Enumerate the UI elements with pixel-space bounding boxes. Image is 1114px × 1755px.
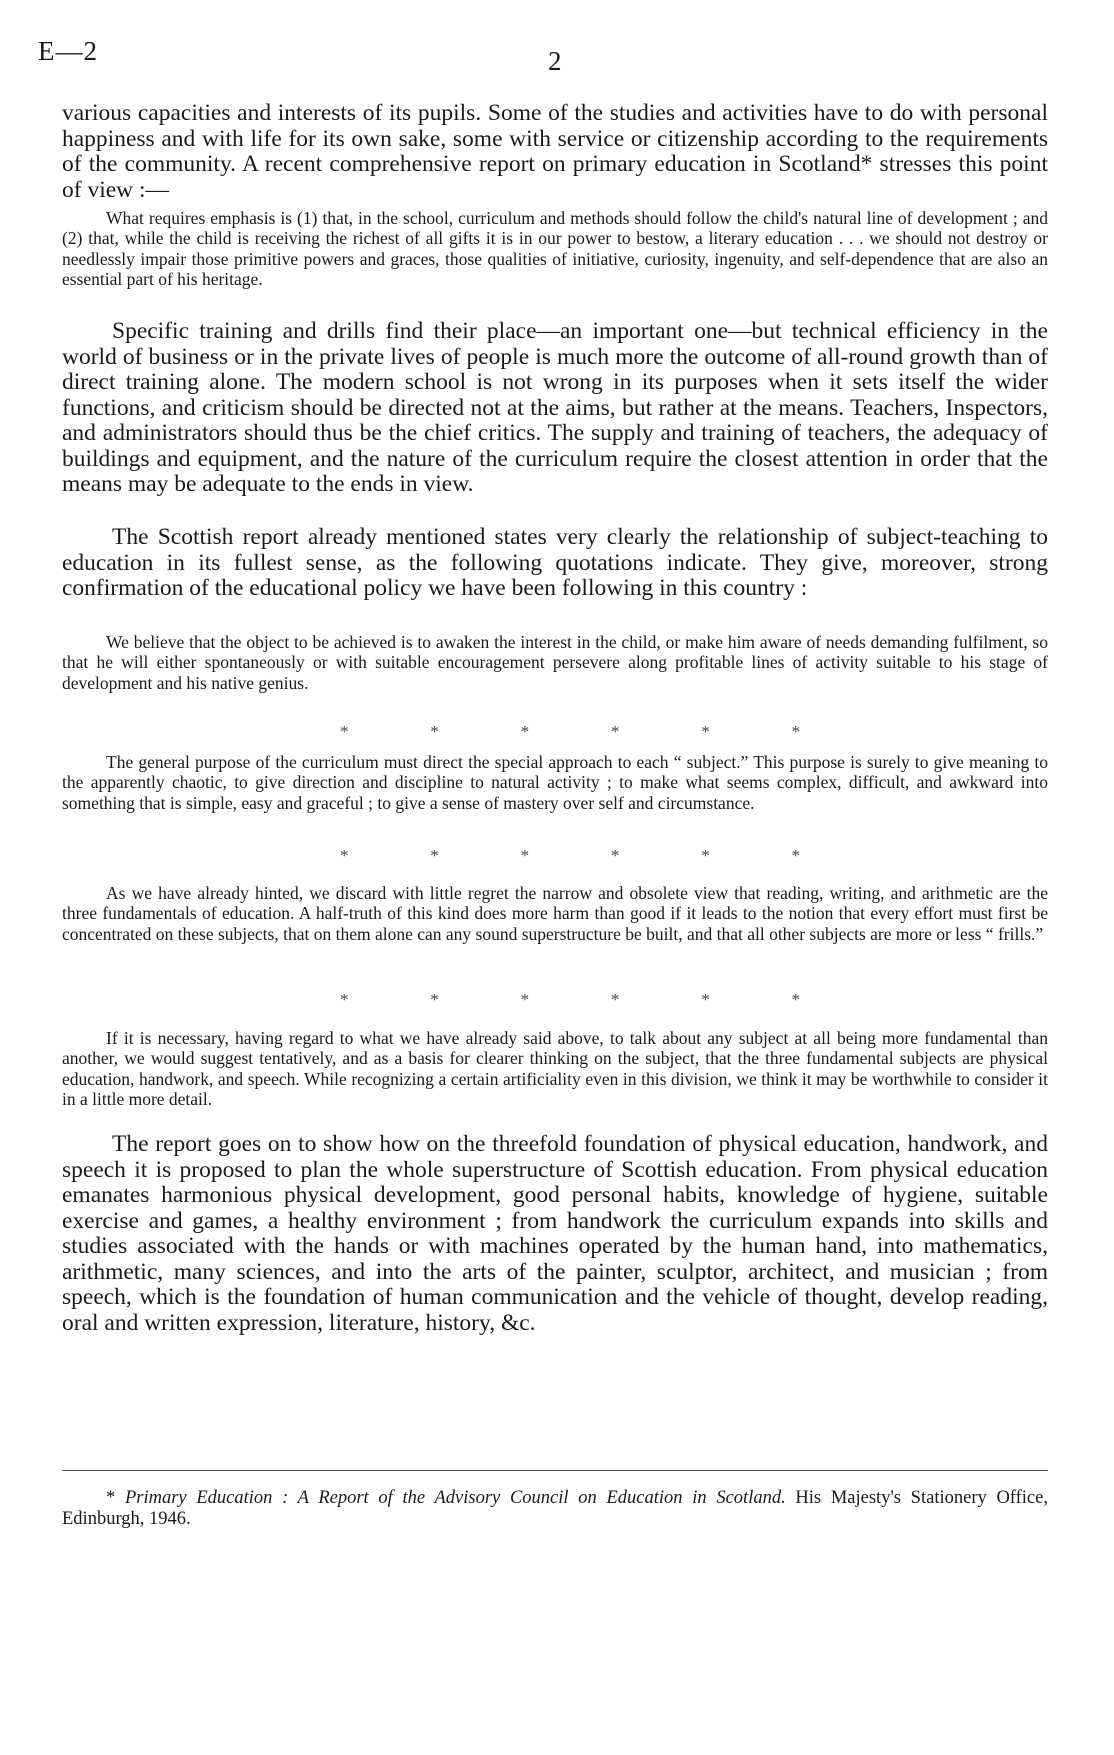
footnote-divider [62, 1470, 1048, 1471]
report-summary-paragraph [62, 1132, 1048, 1336]
specific-training-text: Specific training and drills find their place—an important one—but technical efficiency in the world of business or in the private lives of people is much more the outcome of all-round growth than of direct training alone. The modern school is not wrong in its purposes when it sets itself the wider functions, and criticism should be directed not at the aims, but rather at the means. Teachers, Inspectors, and administrators should thus be the chief critics. The supply and training of teachers, the adequacy of buildings and equipment, and the nature of the curriculum require the closest attention in order that the means may be adequate to the ends in view. [62, 318, 1048, 497]
separator-star: * [610, 846, 620, 865]
footnote-title: Primary Education : A Report of the Advisory Council on Education in Scotland. [124, 1488, 786, 1508]
footnote-marker: * [106, 1488, 116, 1508]
separator-star: * [610, 722, 620, 741]
separator-star: * [340, 722, 349, 741]
page-number: 2 [548, 46, 562, 76]
footnote [62, 1488, 1048, 1530]
separator-star: * [520, 846, 530, 865]
separator-star: * [791, 846, 800, 865]
quote-1-text: What requires emphasis is (1) that, in the school, curriculum and methods should follow the child's natural line of development ; and (2) that, while the child is receiving the richest of all gifts it is in our power to bestow, a literary education . . . we should not destroy or needlessly impair those primitive powers and graces, those qualities of initiative, curiosity, ingenuity, and self-dependence that are also an essential part of his heritage. [62, 208, 1048, 289]
intro-paragraph [62, 101, 1048, 203]
quote-block-1 [62, 208, 1048, 289]
separator-star: * [520, 990, 530, 1009]
quote-block-2 [62, 632, 1048, 693]
quote-block-5 [62, 1028, 1048, 1109]
separator-star: * [791, 990, 800, 1009]
separator-star: * [430, 846, 439, 865]
scottish-report-paragraph [62, 525, 1048, 602]
section-separator-3 [340, 990, 800, 1010]
separator-star: * [791, 722, 800, 741]
separator-star: * [701, 846, 710, 865]
quote-3-text: The general purpose of the curriculum must direct the special approach to each “ subject.” This purpose is surely to give meaning to the apparently chaotic, to give direction and discipline to natural activity ; to make what seems complex, difficult, and awkward into something that is simple, easy and graceful ; to give a sense of mastery over self and circumstance. [62, 752, 1048, 813]
separator-star: * [340, 846, 349, 865]
footnote-publisher: His Majesty's Stationery Office, Edinburgh, 1946. [62, 1488, 1048, 1529]
separator-star: * [701, 722, 710, 741]
section-separator-2 [340, 846, 800, 866]
specific-training-paragraph [62, 319, 1048, 498]
scottish-report-text: The Scottish report already mentioned states very clearly the relationship of subject-teaching to education in its fullest sense, as the following quotations indicate. They give, moreover, strong confirmation of the educational policy we have been following in this country : [62, 524, 1048, 601]
quote-4-text: As we have already hinted, we discard with little regret the narrow and obsolete view that reading, writing, and arithmetic are the three fundamentals of education. A half-truth of this kind does more harm than good if it leads to the notion that every effort must first be concentrated on these subjects, that on them alone can any sound superstructure be built, and that all other subjects are more or less “ frills.” [62, 883, 1048, 944]
separator-star: * [340, 990, 349, 1009]
separator-star: * [430, 722, 439, 741]
intro-text: various capacities and interests of its pupils. Some of the studies and activities have to do with personal happiness and with life for its own sake, some with service or citizenship according to the requirements of the community. A recent comprehensive report on primary education in Scotland* stresses this point of view :— [62, 100, 1048, 203]
separator-star: * [610, 990, 620, 1009]
quote-5-text: If it is necessary, having regard to what we have already said above, to talk about any subject at all being more fundamental than another, we would suggest tentatively, and as a basis for clearer thinking on the subject, that the three fundamental subjects are physical education, handwork, and speech. While recognizing a certain artificiality even in this division, we think it may be worthwhile to consider it in a little more detail. [62, 1028, 1048, 1109]
quote-block-3 [62, 752, 1048, 813]
page-code: E—2 [38, 36, 98, 66]
separator-star: * [520, 722, 530, 741]
report-summary-text: The report goes on to show how on the threefold foundation of physical education, handwork, and speech it is proposed to plan the whole superstructure of Scottish education. From physical education emanates harmonious physical development, good personal habits, knowledge of hygiene, suitable exercise and games, a healthy environment ; from handwork the curriculum expands into skills and studies associated with the hands or with machines operated by the human hand, into mathematics, arithmetic, many sciences, and into the arts of the painter, sculptor, architect, and musician ; from speech, which is the foundation of human communication and the vehicle of thought, develop reading, oral and written expression, literature, history, &c. [62, 1131, 1048, 1336]
section-separator-1 [340, 722, 800, 742]
separator-star: * [701, 990, 710, 1009]
quote-block-4 [62, 883, 1048, 944]
separator-star: * [430, 990, 439, 1009]
quote-2-text: We believe that the object to be achieved is to awaken the interest in the child, or make him aware of needs demanding fulfilment, so that he will either spontaneously or with suitable encouragement persevere along profitable lines of activity suitable to his stage of development and his native genius. [62, 632, 1048, 693]
